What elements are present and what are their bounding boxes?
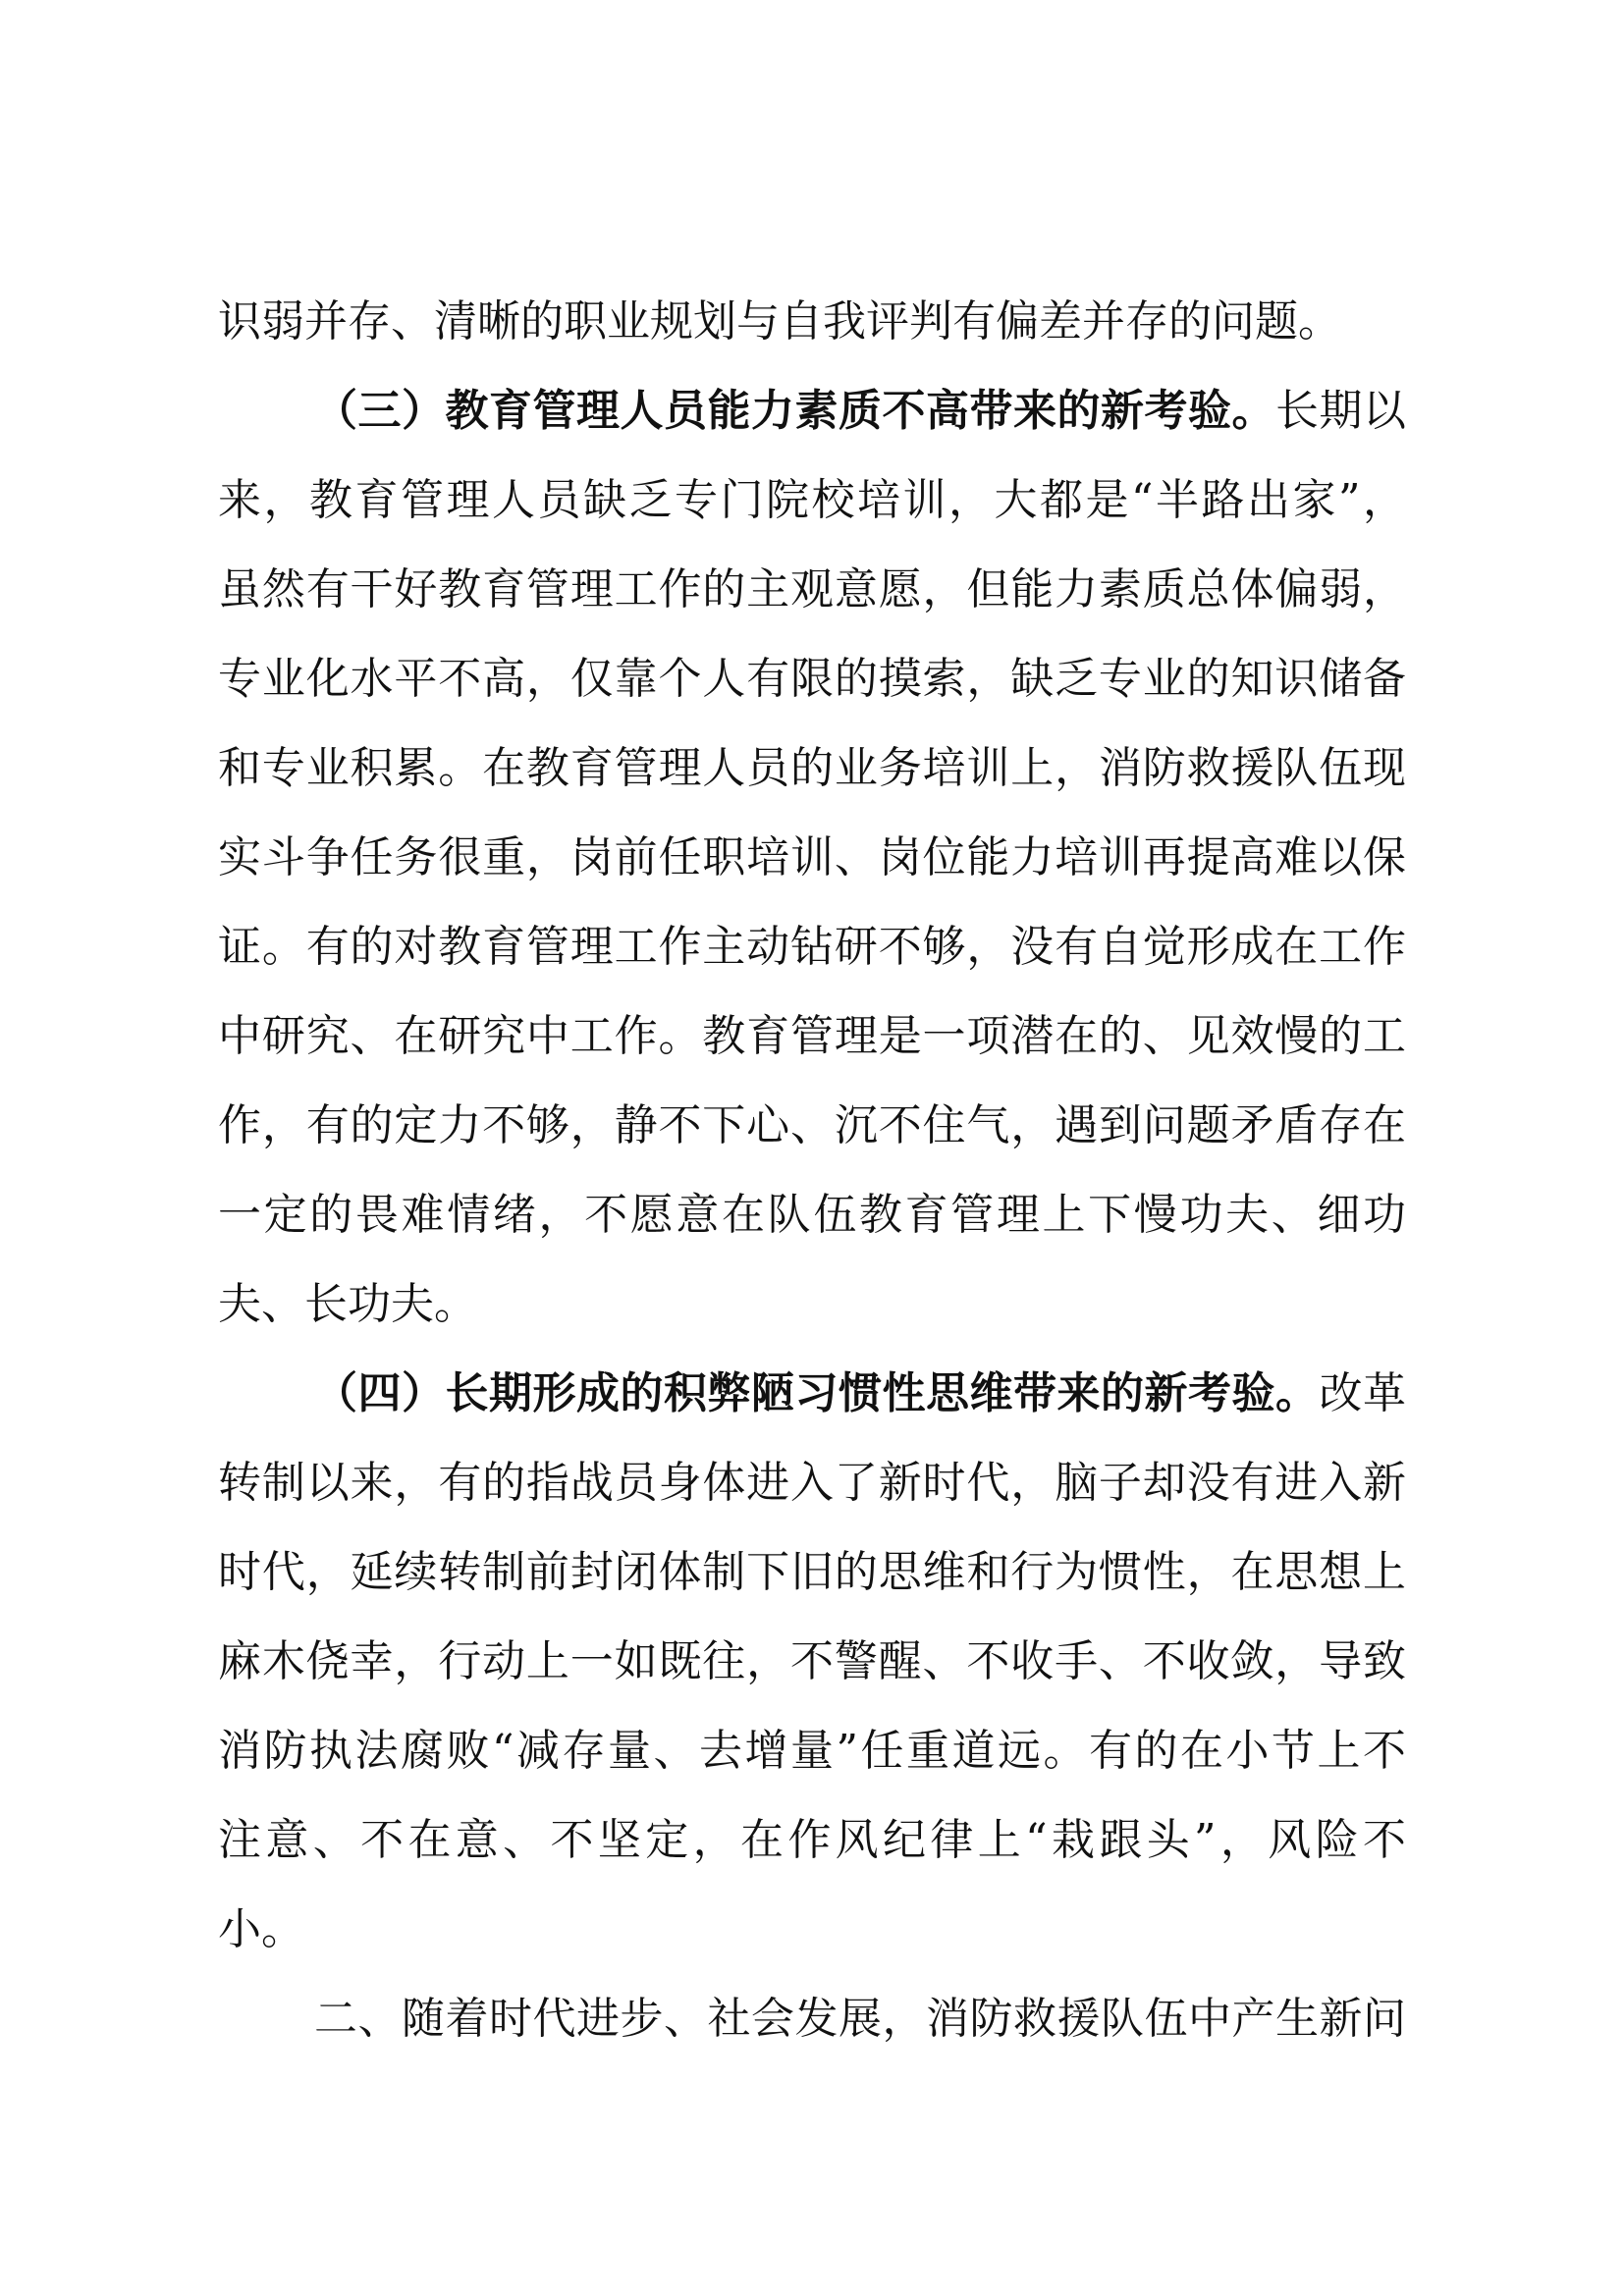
text-line [218, 1081, 1406, 1170]
text-span: 中研究、在研究中工作。教育管理是一项潜在的、见效慢的工 [218, 1011, 1406, 1061]
text-line [218, 1706, 1406, 1795]
text-span: 改革 [1319, 1368, 1406, 1418]
text-line [218, 1438, 1406, 1527]
text-span: 转制以来，有的指战员身体进入了新时代，脑子却没有进入新 [218, 1458, 1406, 1508]
section-heading-four: （四）长期形成的积弊陋习惯性思维带来的新考验。 [314, 1368, 1320, 1418]
text-line [218, 1885, 1406, 1974]
text-line [218, 1617, 1406, 1706]
text-line [218, 1527, 1406, 1617]
text-line [218, 991, 1406, 1081]
text-line [218, 1795, 1406, 1885]
text-span: 夫、长功夫。 [218, 1279, 477, 1329]
body-text [218, 277, 1406, 2063]
text-span: 作，有的定力不够，静不下心、沉不住气，遇到问题矛盾存在 [218, 1100, 1406, 1150]
text-span: 证。有的对教育管理工作主动钻研不够，没有自觉形成在工作 [218, 922, 1406, 972]
text-span: 长期以 [1275, 386, 1406, 436]
text-line [218, 813, 1406, 902]
text-line [218, 455, 1406, 545]
section-heading-three: （三）教育管理人员能力素质不高带来的新考验。 [314, 386, 1275, 436]
text-line [218, 634, 1406, 723]
text-span: 小。 [218, 1904, 304, 1954]
text-span: 一定的畏难情绪，不愿意在队伍教育管理上下慢功夫、细功 [218, 1190, 1406, 1240]
text-line [218, 723, 1406, 813]
text-span: 专业化水平不高，仅靠个人有限的摸索，缺乏专业的知识储备 [218, 654, 1406, 704]
text-span: 和专业积累。在教育管理人员的业务培训上，消防救援队伍现 [218, 743, 1406, 793]
section-heading-line [218, 1349, 1406, 1438]
text-span: 注意、不在意、不坚定，在作风纪律上“栽跟头”，风险不 [218, 1815, 1406, 1865]
text-span: 虽然有干好教育管理工作的主观意愿，但能力素质总体偏弱， [218, 564, 1406, 614]
text-line [218, 1170, 1406, 1259]
text-span: 实斗争任务很重，岗前任职培训、岗位能力培训再提高难以保 [218, 832, 1406, 882]
text-line [218, 1259, 1406, 1349]
text-span: 二、随着时代进步、社会发展，消防救援队伍中产生新问 [314, 1994, 1406, 2044]
section-two-heading-line [218, 1974, 1406, 2063]
text-line [218, 902, 1406, 991]
text-span: 消防执法腐败“减存量、去增量”任重道远。有的在小节上不 [218, 1726, 1406, 1776]
text-span: 时代，延续转制前封闭体制下旧的思维和行为惯性，在思想上 [218, 1547, 1406, 1597]
text-span: 识弱并存、清晰的职业规划与自我评判有偏差并存的问题。 [218, 296, 1341, 347]
section-heading-line [218, 366, 1406, 455]
text-line [218, 545, 1406, 634]
text-span: 麻木侥幸，行动上一如既往，不警醒、不收手、不收敛，导致 [218, 1636, 1406, 1686]
text-span: 来，教育管理人员缺乏专门院校培训，大都是“半路出家”， [218, 475, 1406, 525]
text-line [218, 277, 1406, 366]
